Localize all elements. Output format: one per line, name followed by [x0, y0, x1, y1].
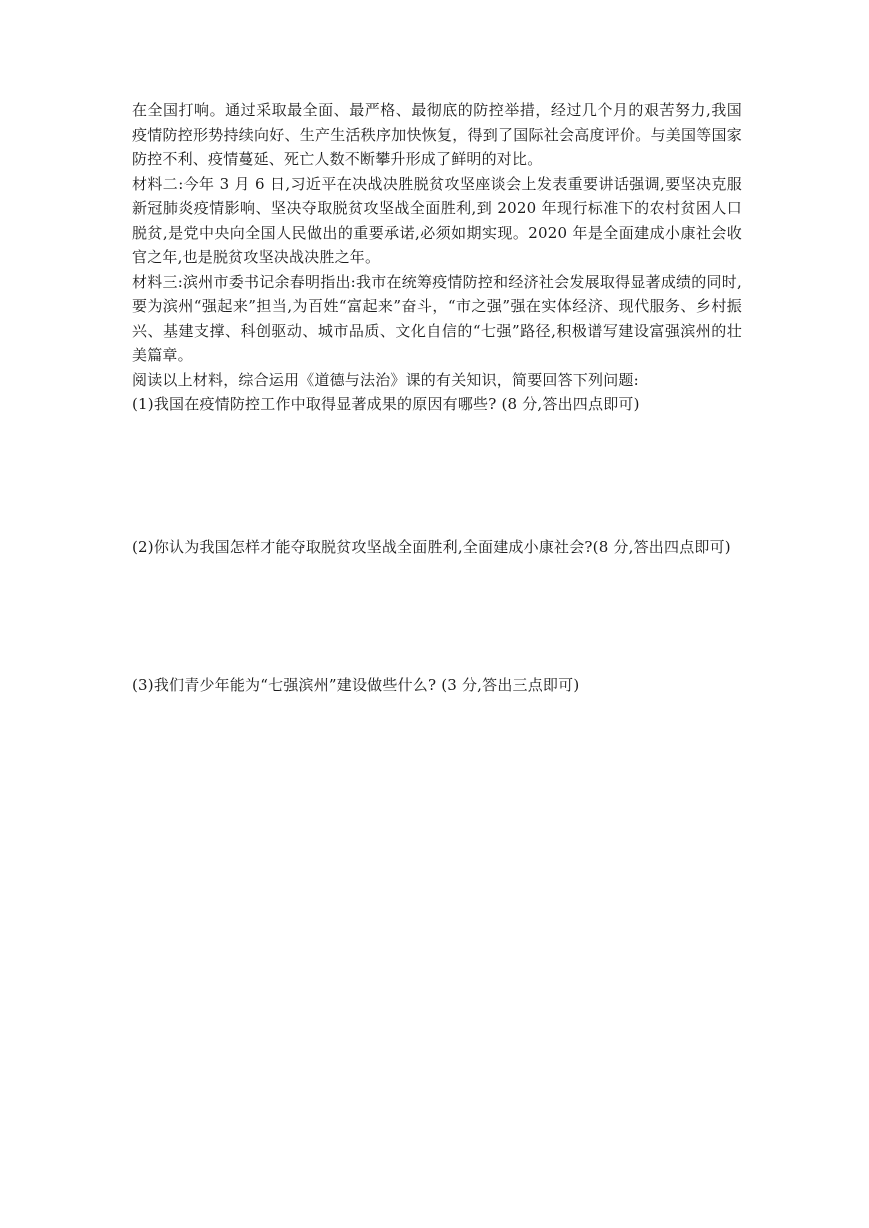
document-page [132, 98, 742, 698]
instructions: 阅读以上材料，综合运用《道德与法治》课的有关知识，简要回答下列问题: [132, 370, 639, 389]
answer-space-2 [132, 559, 742, 673]
material-one-continuation: 在全国打响。通过采取最全面、最严格、最彻底的防控举措，经过几个月的艰苦努力,我国疫情防控形势持续向好、生产生活秩序加快恢复，得到了国际社会高度评价。与美国等国家防控不利、疫情蔓延、死亡人数不断攀升形成了鲜明的对比。 [132, 101, 742, 168]
material-two: 材料二:今年 3 月 6 日,习近平在决战决胜脱贫攻坚座谈会上发表重要讲话强调,要坚决克服新冠肺炎疫情影响、坚决夺取脱贫攻坚战全面胜利,到 2020 年现行标准下的农村贫困人口脱贫,是党中央向全国人民做出的重要承诺,必须如期实现。2020 年是全面建成小康社会收官之年,也是脱贫攻坚决战决胜之年。 [132, 174, 742, 266]
question-1: (1)我国在疫情防控工作中取得显著成果的原因有哪些? (8 分,答出四点即可) [132, 395, 640, 413]
question-2: (2)你认为我国怎样才能夺取脱贫攻坚战全面胜利,全面建成小康社会?(8 分,答出四点即可) [132, 537, 731, 556]
answer-space-1 [132, 417, 742, 535]
material-three: 材料三:滨州市委书记余春明指出:我市在统筹疫情防控和经济社会发展取得显著成绩的同时,要为滨州“强起来”担当,为百姓“富起来”奋斗，“市之强”强在实体经济、现代服务、乡村振兴、基建支撑、科创驱动、城市品质、文化自信的“七强”路径,积极谱写建设富强滨州的壮美篇章。 [132, 272, 742, 364]
question-3: (3)我们青少年能为“七强滨州”建设做些什么? (3 分,答出三点即可) [132, 676, 580, 694]
